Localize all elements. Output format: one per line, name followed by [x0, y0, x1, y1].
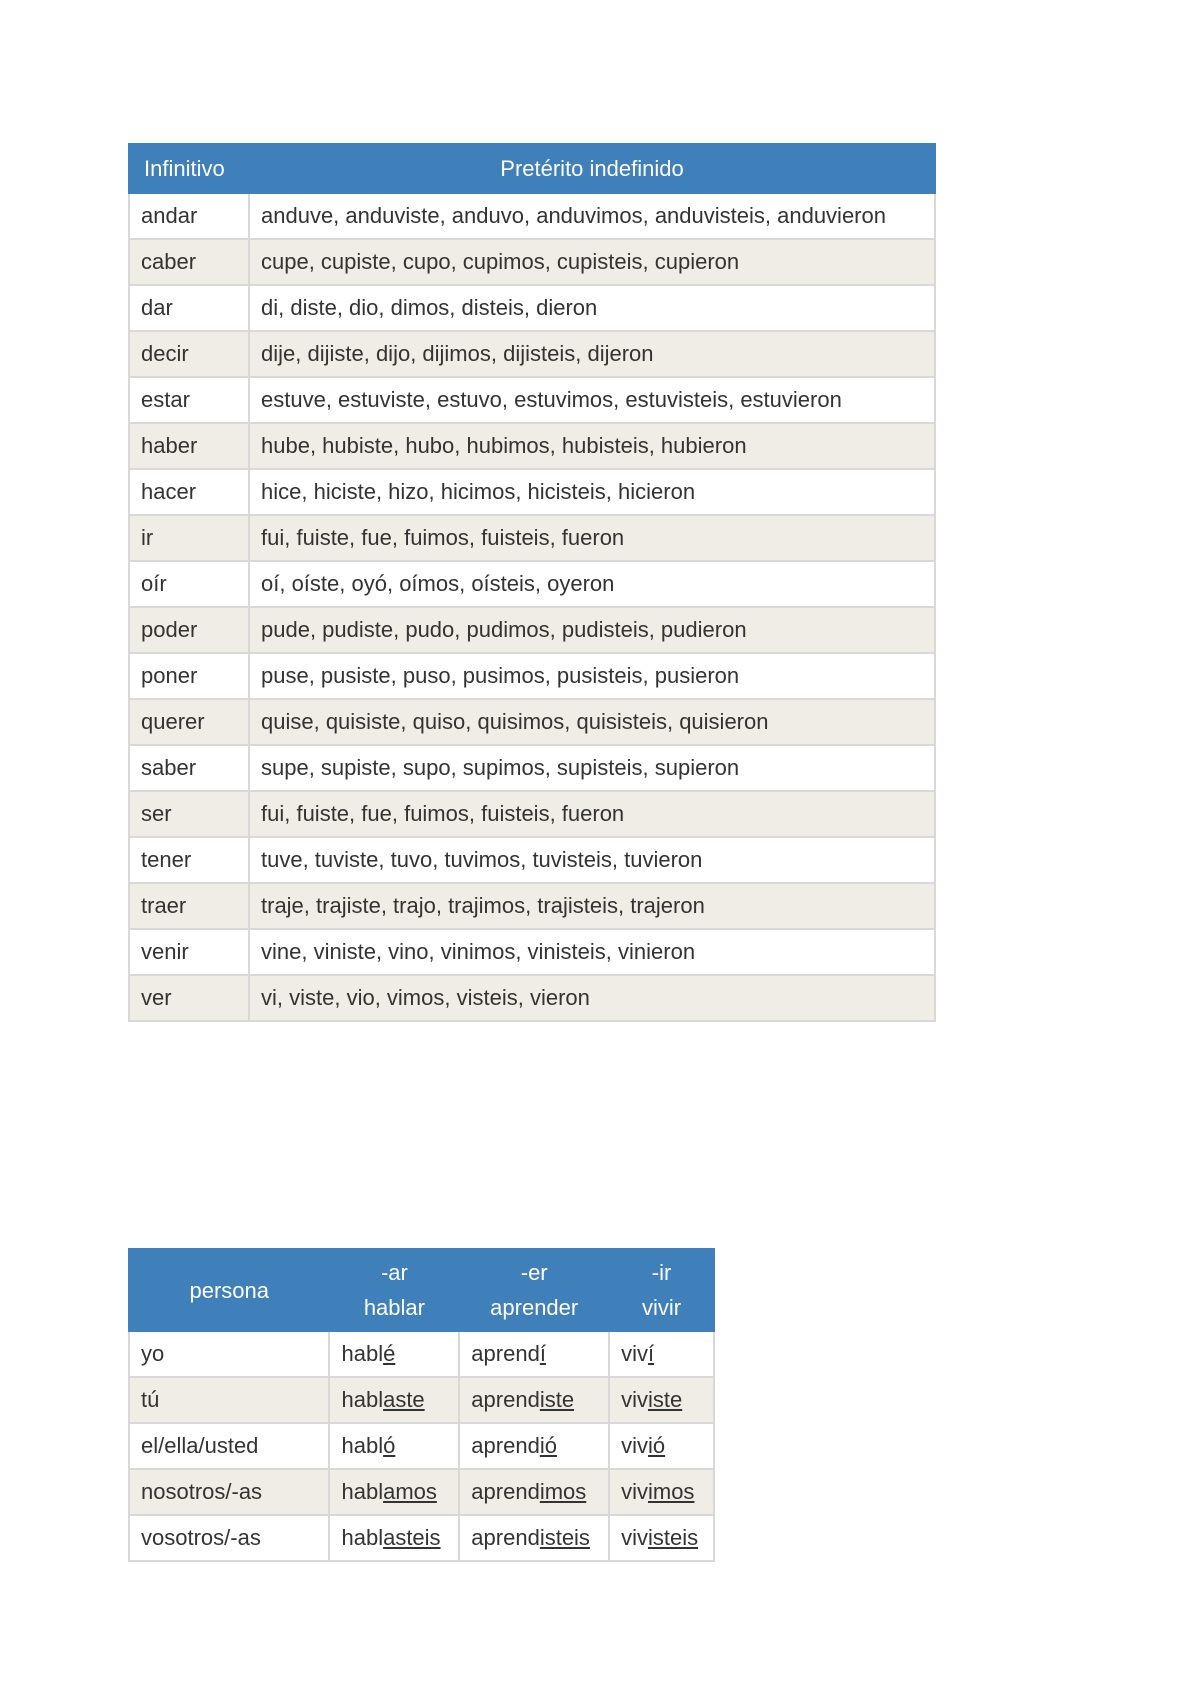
- header-persona: persona: [129, 1249, 329, 1331]
- table-row: [129, 653, 935, 699]
- table-row: [129, 1331, 714, 1377]
- ending: iste: [539, 1387, 575, 1412]
- stem: viv: [621, 1387, 648, 1412]
- forms-cell: oí, oíste, oyó, oímos, oísteis, oyeron: [249, 561, 935, 607]
- header-ar-ending: -ar: [380, 1260, 408, 1285]
- table-row: [129, 607, 935, 653]
- ar-form-cell: [329, 1423, 459, 1469]
- ending: amos: [383, 1479, 437, 1504]
- stem: aprend: [471, 1433, 540, 1458]
- forms-cell: quise, quisiste, quiso, quisimos, quisisteis, quisieron: [249, 699, 935, 745]
- ending: iste: [647, 1387, 683, 1412]
- table-row: [129, 469, 935, 515]
- forms-cell: di, diste, dio, dimos, disteis, dieron: [249, 285, 935, 331]
- stem: aprend: [471, 1341, 540, 1366]
- persona-cell: vosotros/-as: [129, 1515, 329, 1561]
- table-row: [129, 791, 935, 837]
- stem: aprend: [471, 1479, 540, 1504]
- forms-cell: supe, supiste, supo, supimos, supisteis, supieron: [249, 745, 935, 791]
- infinitive-cell: ser: [129, 791, 249, 837]
- table-row: [129, 699, 935, 745]
- table-row: [129, 561, 935, 607]
- stem: viv: [621, 1433, 648, 1458]
- forms-cell: fui, fuiste, fue, fuimos, fuisteis, fueron: [249, 791, 935, 837]
- persona-cell: yo: [129, 1331, 329, 1377]
- infinitive-cell: ir: [129, 515, 249, 561]
- stem: habl: [341, 1433, 384, 1458]
- ending: aste: [383, 1387, 425, 1412]
- infinitive-cell: ver: [129, 975, 249, 1021]
- infinitive-cell: caber: [129, 239, 249, 285]
- table-row: [129, 1423, 714, 1469]
- stem: habl: [341, 1341, 384, 1366]
- infinitive-cell: poner: [129, 653, 249, 699]
- ir-form-cell: [609, 1331, 714, 1377]
- ending: ó: [383, 1433, 396, 1458]
- stem: viv: [621, 1479, 648, 1504]
- header-ar: [329, 1249, 459, 1331]
- header-er: [459, 1249, 609, 1331]
- stem: habl: [341, 1479, 384, 1504]
- header-ir-ending: -ir: [651, 1260, 672, 1285]
- stem: aprend: [471, 1387, 540, 1412]
- stem: viv: [621, 1525, 648, 1550]
- infinitive-cell: hacer: [129, 469, 249, 515]
- infinitive-cell: oír: [129, 561, 249, 607]
- table-row: [129, 193, 935, 239]
- ending: isteis: [647, 1525, 699, 1550]
- table-header-row: [129, 1249, 714, 1331]
- ar-form-cell: [329, 1377, 459, 1423]
- header-infinitivo: Infinitivo: [129, 144, 249, 193]
- persona-cell: nosotros/-as: [129, 1469, 329, 1515]
- forms-cell: vine, viniste, vino, vinimos, vinisteis, vinieron: [249, 929, 935, 975]
- forms-cell: traje, trajiste, trajo, trajimos, trajisteis, trajeron: [249, 883, 935, 929]
- forms-cell: hice, hiciste, hizo, hicimos, hicisteis, hicieron: [249, 469, 935, 515]
- forms-cell: cupe, cupiste, cupo, cupimos, cupisteis, cupieron: [249, 239, 935, 285]
- ending: imos: [647, 1479, 695, 1504]
- infinitive-cell: haber: [129, 423, 249, 469]
- er-form-cell: [459, 1515, 609, 1561]
- persona-cell: el/ella/usted: [129, 1423, 329, 1469]
- ending: ió: [539, 1433, 557, 1458]
- table-header-row: [129, 144, 935, 193]
- header-ir-verb: vivir: [641, 1295, 682, 1320]
- ending: í: [539, 1341, 546, 1366]
- irregular-verbs-table: [128, 143, 936, 1022]
- infinitive-cell: saber: [129, 745, 249, 791]
- ir-form-cell: [609, 1377, 714, 1423]
- ir-form-cell: [609, 1423, 714, 1469]
- ending: ió: [647, 1433, 666, 1458]
- table-row: [129, 1469, 714, 1515]
- forms-cell: pude, pudiste, pudo, pudimos, pudisteis, pudieron: [249, 607, 935, 653]
- ar-form-cell: [329, 1515, 459, 1561]
- ending: asteis: [383, 1525, 441, 1550]
- er-form-cell: [459, 1331, 609, 1377]
- forms-cell: estuve, estuviste, estuvo, estuvimos, estuvisteis, estuvieron: [249, 377, 935, 423]
- stem: viv: [621, 1341, 648, 1366]
- forms-cell: vi, viste, vio, vimos, visteis, vieron: [249, 975, 935, 1021]
- table-row: [129, 1377, 714, 1423]
- header-er-verb: aprender: [490, 1295, 579, 1320]
- forms-cell: hube, hubiste, hubo, hubimos, hubisteis, hubieron: [249, 423, 935, 469]
- table-row: [129, 745, 935, 791]
- ending: isteis: [539, 1525, 590, 1550]
- infinitive-cell: querer: [129, 699, 249, 745]
- table-row: [129, 331, 935, 377]
- stem: habl: [341, 1387, 384, 1412]
- header-ir: [609, 1249, 714, 1331]
- forms-cell: dije, dijiste, dijo, dijimos, dijisteis, dijeron: [249, 331, 935, 377]
- er-form-cell: [459, 1423, 609, 1469]
- infinitive-cell: decir: [129, 331, 249, 377]
- er-form-cell: [459, 1377, 609, 1423]
- table-row: [129, 377, 935, 423]
- forms-cell: anduve, anduviste, anduvo, anduvimos, anduvisteis, anduvieron: [249, 193, 935, 239]
- ir-form-cell: [609, 1469, 714, 1515]
- infinitive-cell: poder: [129, 607, 249, 653]
- table-row: [129, 515, 935, 561]
- infinitive-cell: venir: [129, 929, 249, 975]
- ending: imos: [539, 1479, 587, 1504]
- table-row: [129, 837, 935, 883]
- table-row: [129, 423, 935, 469]
- ending: í: [647, 1341, 655, 1366]
- table-row: [129, 975, 935, 1021]
- infinitive-cell: traer: [129, 883, 249, 929]
- regular-conjugation-table: [128, 1248, 715, 1562]
- header-preterito: Pretérito indefinido: [249, 144, 935, 193]
- forms-cell: puse, pusiste, puso, pusimos, pusisteis, pusieron: [249, 653, 935, 699]
- table-row: [129, 285, 935, 331]
- ar-form-cell: [329, 1331, 459, 1377]
- infinitive-cell: estar: [129, 377, 249, 423]
- ending: é: [383, 1341, 396, 1366]
- forms-cell: tuve, tuviste, tuvo, tuvimos, tuvisteis, tuvieron: [249, 837, 935, 883]
- persona-cell: tú: [129, 1377, 329, 1423]
- table-row: [129, 883, 935, 929]
- table-row: [129, 239, 935, 285]
- infinitive-cell: tener: [129, 837, 249, 883]
- ar-form-cell: [329, 1469, 459, 1515]
- infinitive-cell: andar: [129, 193, 249, 239]
- table-row: [129, 929, 935, 975]
- ir-form-cell: [609, 1515, 714, 1561]
- er-form-cell: [459, 1469, 609, 1515]
- stem: habl: [341, 1525, 384, 1550]
- table-row: [129, 1515, 714, 1561]
- stem: aprend: [471, 1525, 540, 1550]
- forms-cell: fui, fuiste, fue, fuimos, fuisteis, fueron: [249, 515, 935, 561]
- header-ar-verb: hablar: [363, 1295, 425, 1320]
- infinitive-cell: dar: [129, 285, 249, 331]
- header-er-ending: -er: [520, 1260, 548, 1285]
